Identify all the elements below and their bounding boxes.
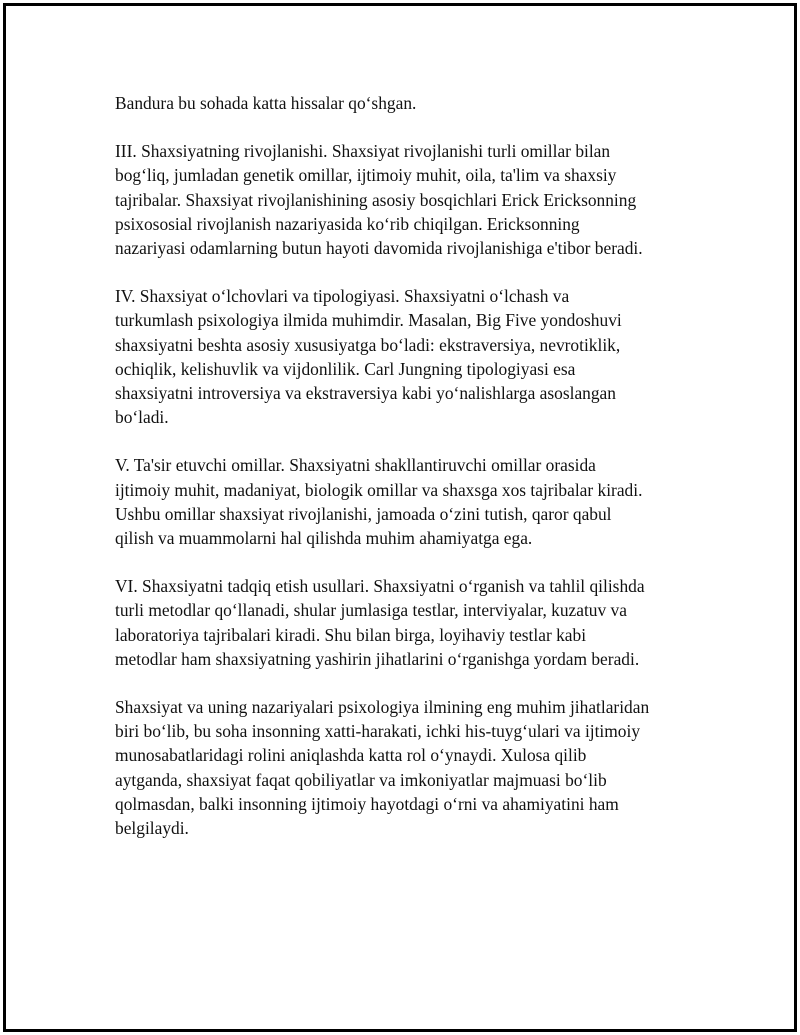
paragraph-section-iv: IV. Shaxsiyat o‘lchovlari va tipologiyasi. Shaxsiyatni o‘lchash va turkumlash psixologiya ilmida muhimdir. Masalan, Big Five yondoshuvi shaxsiyatni beshta asosiy xususiyatga bo‘ladi: ekstraversiya, nevrotiklik, ochiqlik, kelishuvlik va vijdonlilik. Carl Jungning tipologiyasi esa shaxsiyatni introversiya va ekstraversiya kabi yo‘nalishlarga asoslangan bo‘ladi. — [115, 286, 622, 428]
document-body — [115, 91, 690, 864]
paragraph-section-vi: VI. Shaxsiyatni tadqiq etish usullari. Shaxsiyatni o‘rganish va tahlil qilishda turli metodlar qo‘llanadi, shular jumlasiga testlar, interviyalar, kuzatuv va laboratoriya tajribalari kiradi. Shu bilan birga, loyihaviy testlar kabi metodlar ham shaxsiyatning yashirin jihatlarini o‘rganishga yordam beradi. — [115, 576, 645, 669]
paragraph-intro-continuation: Bandura bu sohada katta hissalar qo‘shgan. — [115, 93, 417, 113]
paragraph-conclusion: Shaxsiyat va uning nazariyalari psixologiya ilmining eng muhim jihatlaridan biri bo‘lib, bu soha insonning xatti-harakati, ichki his-tuyg‘ulari va ijtimoiy munosabatlaridagi rolini aniqlashda katta rol o‘ynaydi. Xulosa qilib aytganda, shaxsiyat faqat qobiliyatlar va imkoniyatlar majmuasi bo‘lib qolmasdan, balki insonning ijtimoiy hayotdagi o‘rni va ahamiyatini ham belgilaydi. — [115, 697, 650, 839]
paragraph-section-iii: III. Shaxsiyatning rivojlanishi. Shaxsiyat rivojlanishi turli omillar bilan bog‘liq, jumladan genetik omillar, ijtimoiy muhit, oila, ta'lim va shaxsiy tajribalar. Shaxsiyat rivojlanishining asosiy bosqichlari Erick Ericksonning psixososial rivojlanish nazariyasida ko‘rib chiqilgan. Ericksonning nazariyasi odamlarning butun hayoti davomida rivojlanishiga e'tibor beradi. — [115, 141, 643, 259]
paragraph-section-v: V. Ta'sir etuvchi omillar. Shaxsiyatni shakllantiruvchi omillar orasida ijtimoiy muhit, madaniyat, biologik omillar va shaxsga xos tajribalar kiradi. Ushbu omillar shaxsiyat rivojlanishi, jamoada o‘zini tutish, qaror qabul qilish va muammolarni hal qilishda muhim ahamiyatga ega. — [115, 455, 643, 549]
